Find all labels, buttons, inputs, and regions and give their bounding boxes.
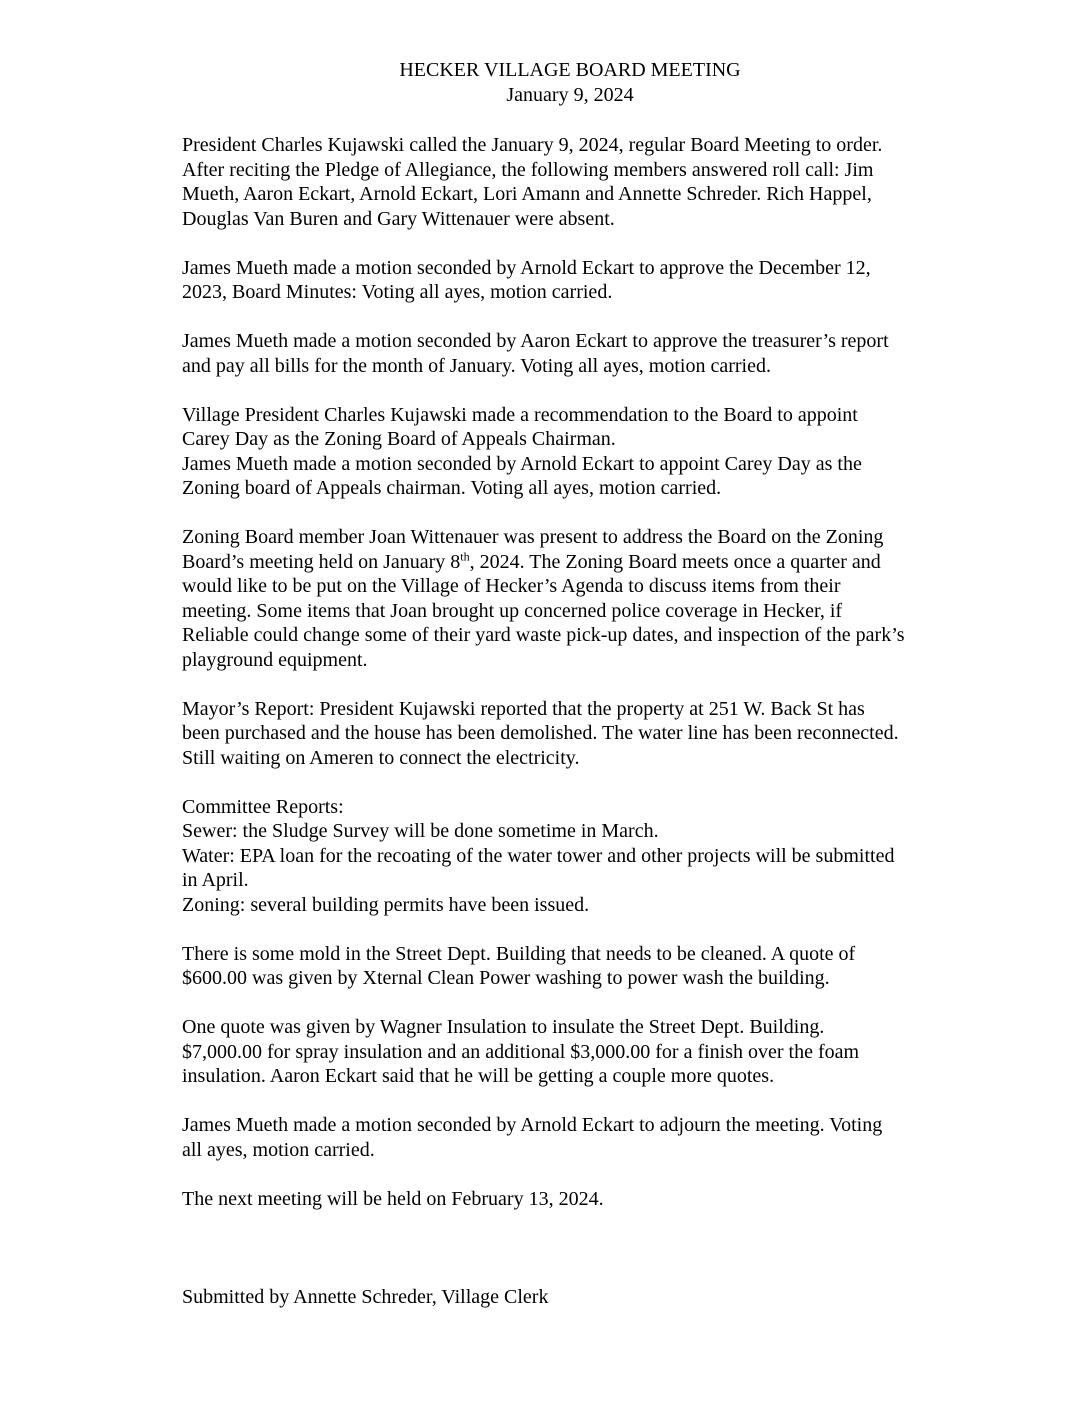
- zoning-board-paragraph: [182, 525, 962, 672]
- text-line: One quote was given by Wagner Insulation to insulate the Street Dept. Building.: [182, 1016, 825, 1038]
- text-line: $600.00 was given by Xternal Clean Power washing to power wash the building.: [182, 967, 830, 989]
- text-line: Carey Day as the Zoning Board of Appeals Chairman.: [182, 428, 616, 450]
- text-line: Reliable could change some of their yard waste pick-up dates, and inspection of the park’s: [182, 624, 905, 646]
- mayors-report-paragraph: [182, 697, 962, 771]
- committee-reports-paragraph: [182, 795, 962, 918]
- text-line: After reciting the Pledge of Allegiance, the following members answered roll call: Jim: [182, 158, 874, 181]
- meeting-date: January 9, 2024: [506, 84, 634, 106]
- text-line: The next meeting will be held on February 13, 2024.: [182, 1187, 604, 1210]
- text-line: James Mueth made a motion seconded by Arnold Eckart to adjourn the meeting. Voting: [182, 1114, 883, 1136]
- spacer: [182, 1236, 962, 1285]
- text-line: in April.: [182, 869, 249, 891]
- document-title: HECKER VILLAGE BOARD MEETING: [399, 59, 741, 81]
- insulation-quote-paragraph: [182, 1015, 962, 1089]
- text-line: Mayor’s Report: President Kujawski reported that the property at 251 W. Back St has: [182, 697, 865, 720]
- text-line: meeting. Some items that Joan brought up concerned police coverage in Hecker, if: [182, 599, 843, 622]
- text-line: Still waiting on Ameren to connect the electricity.: [182, 746, 580, 769]
- text-line: playground equipment.: [182, 648, 368, 671]
- text-line: Committee Reports:: [182, 795, 344, 818]
- minutes-body: [182, 133, 962, 1334]
- call-to-order-paragraph: [182, 133, 962, 231]
- text-line: President Charles Kujawski called the January 9, 2024, regular Board Meeting to order.: [182, 134, 883, 156]
- minutes-approval-paragraph: [182, 256, 962, 305]
- ordinal-suffix: th: [460, 548, 470, 563]
- text-line: Mueth, Aaron Eckart, Arnold Eckart, Lori Amann and Annette Schreder. Rich Happel,: [182, 183, 872, 205]
- text-line: would like to be put on the Village of Hecker’s Agenda to discuss items from their: [182, 575, 841, 597]
- text-line: Village President Charles Kujawski made a recommendation to the Board to appoint: [182, 403, 858, 426]
- text-line: 2023, Board Minutes: Voting all ayes, motion carried.: [182, 281, 613, 303]
- text-line: James Mueth made a motion seconded by Arnold Eckart to appoint Carey Day as the: [182, 452, 862, 475]
- text-line: There is some mold in the Street Dept. Building that needs to be cleaned. A quote of: [182, 942, 856, 965]
- mold-quote-paragraph: [182, 942, 962, 991]
- text-segment: Board’s meeting held on January 8: [182, 550, 461, 573]
- text-line: [182, 550, 962, 575]
- text-line: James Mueth made a motion seconded by Arnold Eckart to approve the December 12,: [182, 256, 871, 279]
- text-line: Zoning Board member Joan Wittenauer was present to address the Board on the Zoning: [182, 526, 884, 548]
- text-line: insulation. Aaron Eckart said that he will be getting a couple more quotes.: [182, 1065, 775, 1087]
- next-meeting-paragraph: [182, 1187, 962, 1212]
- text-line: and pay all bills for the month of January. Voting all ayes, motion carried.: [182, 354, 771, 377]
- text-line: James Mueth made a motion seconded by Aaron Eckart to approve the treasurer’s report: [182, 330, 889, 352]
- text-segment: , 2024. The Zoning Board meets once a quarter and: [469, 550, 881, 573]
- text-line: Zoning: several building permits have been issued.: [182, 893, 590, 916]
- treasurer-report-paragraph: [182, 329, 962, 378]
- text-line: all ayes, motion carried.: [182, 1138, 375, 1161]
- adjourn-paragraph: [182, 1113, 962, 1162]
- text-line: Submitted by Annette Schreder, Village Clerk: [182, 1285, 549, 1308]
- signature-line: [182, 1285, 962, 1310]
- text-line: been purchased and the house has been demolished. The water line has been reconnected.: [182, 722, 899, 744]
- text-line: Zoning board of Appeals chairman. Voting all ayes, motion carried.: [182, 477, 722, 499]
- appointment-paragraph: [182, 403, 962, 501]
- text-line: $7,000.00 for spray insulation and an additional $3,000.00 for a finish over the foam: [182, 1040, 860, 1063]
- text-line: Water: EPA loan for the recoating of the water tower and other projects will be submitted: [182, 844, 895, 867]
- text-line: Sewer: the Sludge Survey will be done sometime in March.: [182, 820, 659, 842]
- text-line: Douglas Van Buren and Gary Wittenauer were absent.: [182, 207, 615, 230]
